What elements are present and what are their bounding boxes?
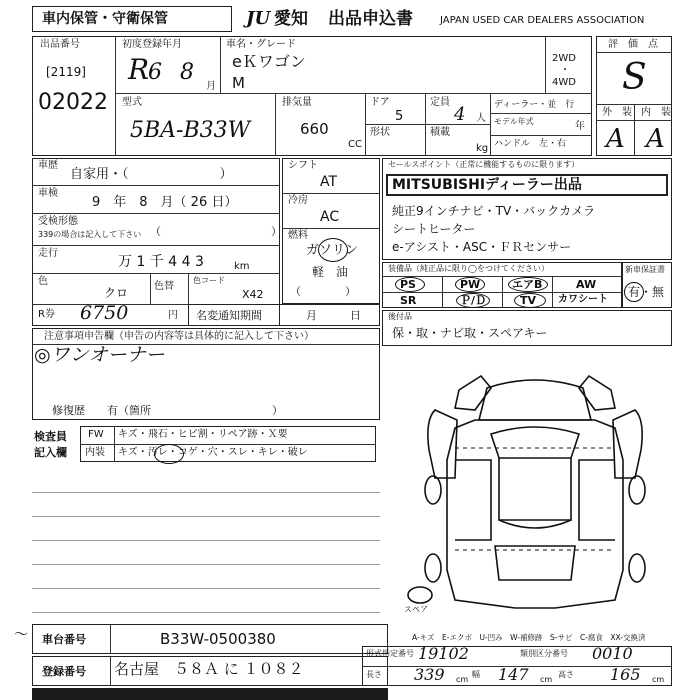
- capacity-label: 定員: [430, 97, 450, 108]
- fw-text: キズ・飛石・ヒビ割・リペア跡・Ｘ要: [118, 429, 288, 440]
- sales-point-1: MITSUBISHIディーラー出品: [392, 177, 582, 193]
- interior-text: キズ・汚レ・コゲ・穴・スレ・キレ・破レ: [118, 447, 308, 458]
- model-label: 型式: [122, 97, 142, 108]
- equip-leather: カワシート: [558, 294, 608, 305]
- model-value: 5BA-B33W: [130, 118, 251, 143]
- inspector-label-2: 記入欄: [34, 446, 67, 459]
- month-unit: 月: [206, 81, 216, 92]
- car-diagram: [395, 350, 675, 620]
- storage-text: 車内保管・守衛保管: [42, 11, 168, 27]
- equip-sr: SR: [400, 294, 417, 307]
- yen-unit: 円: [168, 310, 178, 321]
- repair-history: 修復歴 有（箇所 ）: [52, 404, 283, 417]
- cc-unit: CC: [348, 139, 362, 150]
- fuel-gas-circle: [318, 238, 348, 262]
- handle-label: ハンドル 左・右: [494, 139, 567, 149]
- color-change: 色替: [154, 281, 174, 292]
- plate-label: 登録番号: [42, 665, 86, 678]
- dealer-label: ディーラー・並 行: [494, 100, 575, 110]
- equip-ps-circle: [395, 277, 425, 292]
- notes-title: 注意事項申告欄（申告の内容等は具体的に記入して下さい）: [44, 331, 314, 342]
- inspection-value: 9 年 8 月（ 26 日）: [92, 195, 238, 210]
- name-change-frame: [188, 304, 380, 326]
- ac-value: AC: [320, 209, 340, 225]
- car-grade: M: [232, 74, 245, 92]
- fw-label: FW: [88, 429, 104, 440]
- mileage-label: 走行: [38, 248, 58, 259]
- shift-value: AT: [320, 174, 338, 190]
- interior-label: 内装: [85, 447, 105, 458]
- form-sub: 339の場合は記入して下さい: [38, 230, 142, 239]
- stain-circle: [154, 444, 184, 464]
- form-title: 出品申込書: [328, 9, 413, 29]
- int-value: A: [646, 124, 665, 154]
- chassis-value: B33W-0500380: [160, 630, 276, 648]
- displacement-value: 660: [300, 120, 329, 138]
- equip-aw: AW: [576, 278, 597, 291]
- after-label: 後付品: [388, 312, 412, 321]
- drive-2wd: 2WD: [552, 53, 576, 64]
- cat-value: 19102: [418, 644, 469, 663]
- cm2: cm: [540, 675, 553, 684]
- ext-value: A: [606, 124, 625, 154]
- equip-label: 装備品（純正品に限り◯をつけてください）: [388, 264, 549, 273]
- shift-label: シフト: [288, 160, 318, 171]
- bottom-dark-strip: [32, 688, 388, 700]
- cat-label: 形式指定番号: [366, 649, 414, 658]
- kg-unit: kg: [476, 143, 489, 154]
- year-unit: 年: [575, 121, 585, 132]
- damage-legend: A-キズ E-エクボ U-凹み W-補修跡 S-サビ C-腐食 XX-交換済: [412, 633, 646, 642]
- sales-point-2: 純正9インチナビ・TV・バックカメラ: [392, 204, 596, 218]
- warranty-circle: [624, 282, 644, 302]
- int-label: 内 装: [641, 107, 671, 118]
- class-value: 0010: [592, 644, 633, 663]
- history-value: 自家用・（ ）: [70, 167, 233, 182]
- doors-value: 5: [395, 109, 404, 124]
- notes-text: ◎ワンオーナー: [34, 344, 165, 366]
- first-reg-year: 6: [148, 60, 162, 85]
- assoc-name: JAPAN USED CAR DEALERS ASSOCIATION: [440, 15, 645, 26]
- height-value: 165: [610, 665, 641, 684]
- org-name: 愛知: [274, 9, 308, 29]
- after-value: 保・取・ナビ取・スペアキー: [392, 326, 548, 340]
- ext-label: 外 装: [602, 107, 632, 118]
- capacity-unit: 人: [476, 113, 486, 124]
- inspection-label: 車検: [38, 188, 58, 199]
- rating-label: 評 価 点: [608, 39, 658, 50]
- car-name: eＫワゴン: [232, 52, 306, 71]
- form-label: 受検形態: [38, 216, 78, 227]
- shape-label: 形状: [370, 127, 390, 138]
- drive-4wd: 4WD: [552, 77, 576, 88]
- fuel-paren: （ ）: [290, 285, 356, 298]
- equip-airbag: エアB: [512, 278, 543, 291]
- fuel-diesel: 軽 油: [312, 265, 349, 279]
- chassis-label: 車台番号: [42, 633, 86, 646]
- km-unit: km: [234, 261, 250, 272]
- cm1: cm: [456, 675, 469, 684]
- rating-value: S: [622, 57, 647, 98]
- width-value: 147: [498, 665, 529, 684]
- sales-point-4: e-アシスト・ASC・ＦＲセンサー: [392, 240, 572, 254]
- warranty-value: 有・無: [628, 285, 665, 299]
- tilde-mark: 〜: [14, 627, 28, 643]
- drive-dot: ・: [560, 65, 570, 76]
- first-reg-month: 8: [180, 60, 194, 85]
- ac-label: 冷房: [288, 195, 308, 206]
- fuel-gas: ガソリン: [306, 243, 359, 258]
- displacement-label: 排気量: [282, 97, 312, 108]
- listing-sub: [2119]: [46, 65, 86, 79]
- history-label: 車歴: [38, 160, 58, 171]
- sales-label: セールスポイント（正常に機能するものに限ります）: [388, 160, 580, 169]
- length-value: 339: [414, 665, 445, 684]
- height-label: 高さ: [558, 670, 574, 679]
- listing-no: 02022: [38, 90, 108, 115]
- equip-tv: TV: [520, 294, 537, 307]
- first-reg-era: R: [128, 53, 150, 86]
- ju-logo: JU: [246, 8, 271, 29]
- equip-pw: PW: [460, 278, 481, 291]
- name-change: 名変通知期間 月 日: [196, 309, 361, 322]
- equip-pd: Ｐ/Ｄ: [460, 294, 487, 307]
- capacity-value: 4: [454, 104, 466, 125]
- form-paren: （ ）: [150, 225, 282, 238]
- equip-airbag-circle: [508, 277, 548, 292]
- car-name-label: 車名・グレード: [226, 39, 296, 50]
- sales-point-3: シートヒーター: [392, 222, 476, 236]
- r-ticket-label: R券: [38, 309, 55, 320]
- equip-pw-circle: [455, 277, 485, 292]
- load-label: 積載: [430, 127, 450, 138]
- width-label: 幅: [472, 670, 480, 679]
- inspector-label-1: 検査員: [34, 430, 67, 443]
- equip-pd-circle: [456, 293, 490, 308]
- warranty-label: 新車保証書: [625, 265, 665, 274]
- first-reg-label: 初度登録年月: [122, 39, 182, 50]
- plate-value: 名古屋 ５８Ａ に １０８２: [114, 660, 304, 678]
- equip-ps: PS: [400, 278, 416, 291]
- color-label: 色: [38, 276, 48, 287]
- color-code: X42: [242, 288, 264, 301]
- spare-label: スペア: [404, 605, 428, 614]
- r-ticket-value: 6750: [80, 302, 129, 324]
- cm3: cm: [652, 675, 665, 684]
- model-year-label: モデル年式: [494, 117, 534, 126]
- color-value: クロ: [104, 286, 129, 300]
- listing-no-label: 出品番号: [40, 39, 80, 50]
- fuel-label: 燃料: [288, 230, 308, 241]
- mileage-value: 万 1 千 4 4 3: [118, 254, 204, 270]
- doors-label: ドア: [370, 97, 390, 108]
- class-label: 類別区分番号: [520, 649, 568, 658]
- equip-tv-circle: [514, 293, 546, 308]
- length-label: 長さ: [366, 670, 382, 679]
- top-info-frame: [32, 36, 592, 156]
- color-code-label: 色コード: [193, 276, 225, 285]
